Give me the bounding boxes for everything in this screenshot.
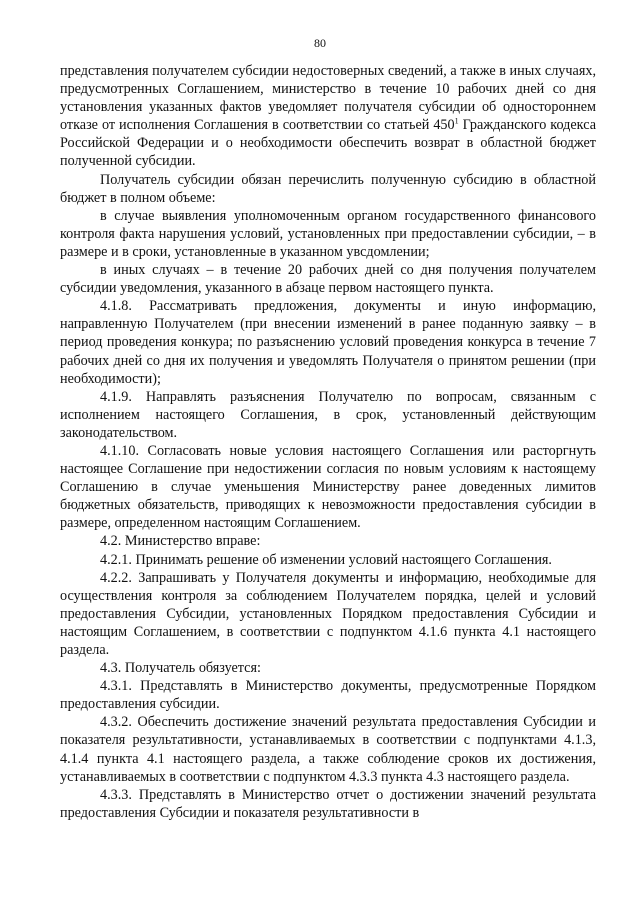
clause-4-2-1: 4.2.1. Принимать решение об изменении условий настоящего Соглашения. [100,551,552,568]
clause-4-3-2: 4.3.2. Обеспечить достижение значений результата предоставления Субсидии и показателя результативности, устанавливаемых в соответствии с подпунктами 4.1.3, 4.1.4 пункта 4.1 настоящего раздела, а также соблюдение сроков их достижения, устанавливаемых в соответствии с подпунктом 4.3.3 пункта 4.3 настоящего раздела. [60,714,596,785]
paragraph-3: в случае выявления уполномоченным органом государственного финансового контроля факта нарушения условий, установленных при предоставлении субсидии, – в размере и в сроки, установленные в указанном увсдомлении; [60,207,596,260]
paragraph-1-text: представления получателем субсидии недостоверных сведений, а также в иных случаях, предусмотренных Соглашением, министерство в течение 10 рабочих дней со дня установления указанных фактов уведомляет получателя субсидии об одностороннем отказе от исполнения Соглашения в соответствии со статьей 450 [60,63,596,134]
clause-4-3-1: 4.3.1. Представлять в Министерство документы, предусмотренные Порядком предоставления субсидии. [60,678,596,713]
page-number: 80 [314,36,326,50]
clause-4-1-10: 4.1.10. Согласовать новые условия настоящего Соглашения или расторгнуть настоящее Соглашение при недостижении согласия по новым условиям к настоящему Соглашению в случае уменьшения Министерству ранее доведенных лимитов бюджетных обязательств, приводящих к невозможности предоставления субсидии в размере, определенном настоящим Соглашением. [60,442,596,532]
clause-4-1-8: 4.1.8. Рассматривать предложения, документы и иную информацию, направленную Получателем (при внесении изменений в ранее поданную заявку – в период проведения конкура; по разъяснению условий проведения конкурса в течение 7 рабочих дней со дня их получения и уведомлять Получателя о принятом решении (при необходимости); [60,298,596,387]
paragraph-1-tail: Гражданского кодекса Российской Федерации и о необходимости обеспечить возврат в областной бюджет полученной субсидии. [60,117,596,170]
clause-4-2-2: 4.2.2. Запрашивать у Получателя документы и информацию, необходимые для осуществления контроля за соблюдением Получателем порядка, целей и условий предоставления Субсидии, установленных Порядком предоставления Субсидии и настоящим Соглашением, в соответствии с подпунктом 4.1.6 пункта 4.1 настоящего раздела. [60,569,596,658]
paragraph-1 [60,62,596,171]
article-superscript: 1 [454,116,459,126]
clause-4-3: 4.3. Получатель обязуется: [100,660,261,677]
document-body [60,62,596,822]
paragraph-2: Получатель субсидии обязан перечислить полученную субсидию в областной бюджет в полном объеме: [60,171,596,206]
clause-4-1-9: 4.1.9. Направлять разъяснения Получателю по вопросам, связанным с исполнением настоящего Соглашения, в срок, установленный действующим законодательством. [60,388,596,441]
paragraph-4: в иных случаях – в течение 20 рабочих дней со дня получения получателем субсидии уведомления, указанного в абзаце первом настоящего пункта. [60,262,596,297]
clause-4-3-3: 4.3.3. Представлять в Министерство отчет о достижении значений результата предоставления Субсидии и показателя результативности в [60,786,596,821]
clause-4-2: 4.2. Министерство вправе: [100,533,261,550]
